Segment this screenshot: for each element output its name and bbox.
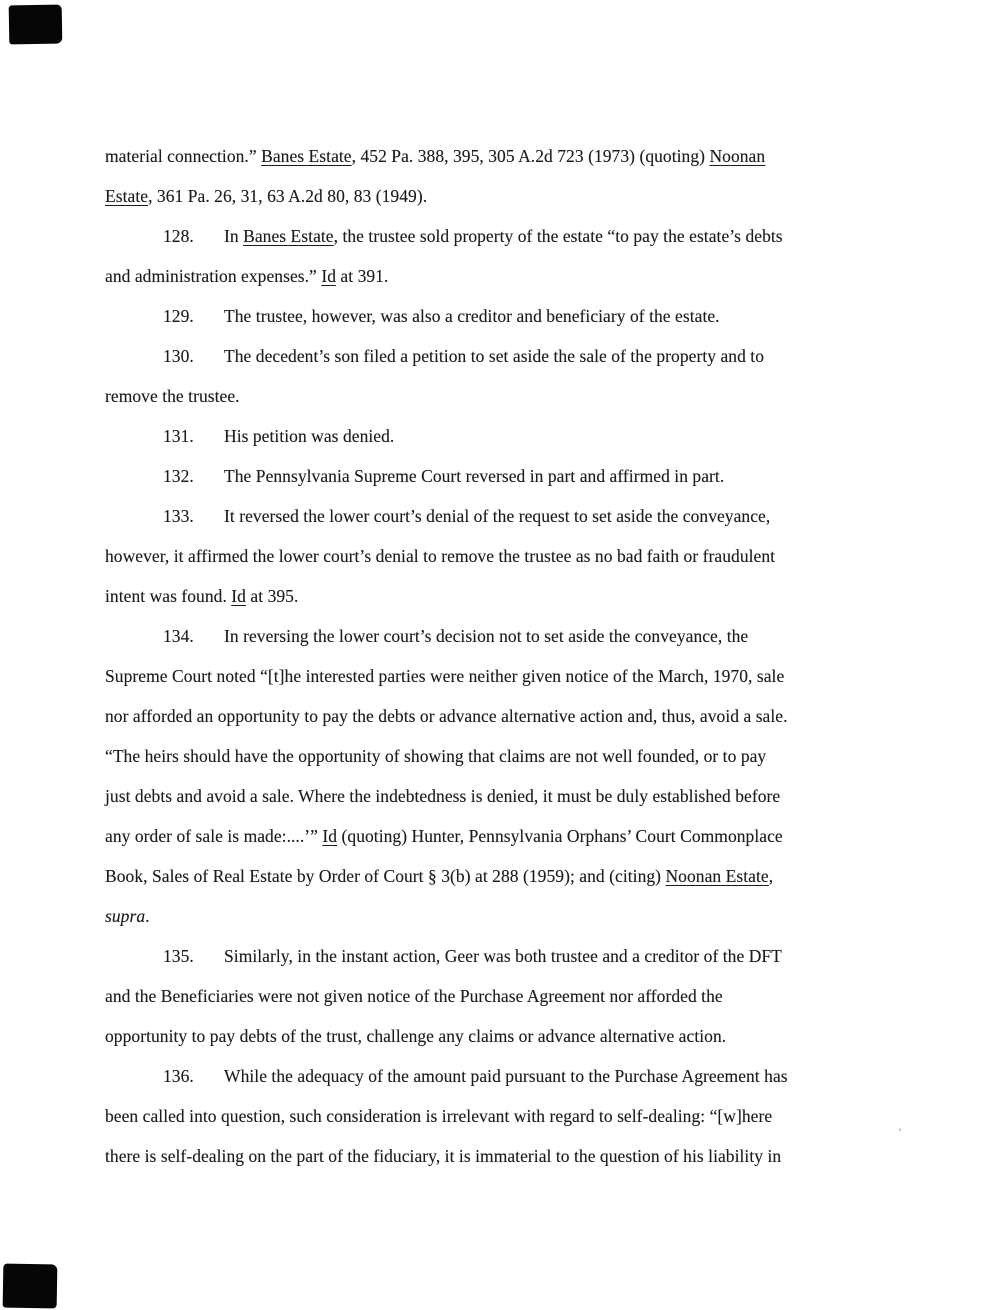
document-line [105, 256, 895, 296]
document-line [105, 736, 895, 776]
text-run: His petition was denied. [224, 426, 395, 446]
paragraph-number: 133. [163, 506, 194, 526]
document-line [105, 776, 895, 816]
paragraph-number: 130. [163, 346, 194, 366]
text-run: , 452 Pa. 388, 395, 305 A.2d 723 (1973) (quoting) [351, 146, 710, 166]
document-line [105, 616, 895, 656]
underlined-citation: Id [231, 586, 246, 606]
document-text-block [105, 136, 895, 1176]
underlined-citation: Estate [105, 186, 149, 206]
paragraph-number: 132. [163, 466, 194, 486]
document-line [105, 936, 895, 976]
text-run: there is self-dealing on the part of the fiduciary, it is immaterial to the question of his liability in [105, 1146, 782, 1166]
text-run: , [768, 866, 774, 886]
text-run: just debts and avoid a sale. Where the indebtedness is denied, it must be duly established before [105, 786, 781, 806]
text-run: While the adequacy of the amount paid pursuant to the Purchase Agreement has [224, 1066, 788, 1086]
document-line [105, 1096, 895, 1136]
underlined-citation: Banes Estate [261, 146, 352, 166]
document-line [105, 656, 895, 696]
text-run: “The heirs should have the opportunity of showing that claims are not well founded, or to pay [105, 746, 767, 766]
document-line [105, 896, 895, 936]
text-run: however, it affirmed the lower court’s denial to remove the trustee as no bad faith or fraudulent [105, 546, 776, 566]
paragraph-number: 131. [163, 426, 194, 446]
document-line [105, 696, 895, 736]
scan-speck: ’ [898, 1125, 902, 1139]
underlined-citation: Banes Estate [243, 226, 334, 246]
text-run: Similarly, in the instant action, Geer was both trustee and a creditor of the DFT [224, 946, 782, 966]
document-line [105, 376, 895, 416]
paragraph-number: 134. [163, 626, 194, 646]
text-run: , the trustee sold property of the estate “to pay the estate’s debts [333, 226, 783, 246]
text-run: Book, Sales of Real Estate by Order of Court § 3(b) at 288 (1959); and (citing) [105, 866, 666, 886]
text-run: It reversed the lower court’s denial of the request to set aside the conveyance, [224, 506, 771, 526]
text-run: The trustee, however, was also a creditor and beneficiary of the estate. [224, 306, 720, 326]
text-run: intent was found. [105, 586, 232, 606]
text-run: material connection.” [105, 146, 262, 166]
text-run: nor afforded an opportunity to pay the debts or advance alternative action and, thus, avoid a sale. [105, 706, 788, 726]
text-run: The Pennsylvania Supreme Court reversed in part and affirmed in part. [224, 466, 725, 486]
text-run: (quoting) Hunter, Pennsylvania Orphans’ Court Commonplace [337, 826, 783, 846]
scan-artifact-bottom-left [3, 1264, 58, 1309]
document-line [105, 576, 895, 616]
document-line [105, 456, 895, 496]
text-run: In reversing the lower court’s decision not to set aside the conveyance, the [224, 626, 749, 646]
paragraph-number: 135. [163, 946, 194, 966]
document-line [105, 416, 895, 456]
text-run: remove the trustee. [105, 386, 240, 406]
text-run: . [145, 906, 150, 926]
text-run: and administration expenses.” [105, 266, 322, 286]
text-run: been called into question, such consideration is irrelevant with regard to self-dealing: “[w]here [105, 1106, 773, 1126]
text-run: , 361 Pa. 26, 31, 63 A.2d 80, 83 (1949). [148, 186, 428, 206]
text-run: and the Beneficiaries were not given notice of the Purchase Agreement nor afforded the [105, 986, 723, 1006]
document-line [105, 976, 895, 1016]
text-run: In [224, 226, 244, 246]
italic-text: supra [105, 906, 146, 926]
document-line [105, 336, 895, 376]
document-line [105, 536, 895, 576]
underlined-citation: Noonan [709, 146, 766, 166]
text-run: at 391. [336, 266, 389, 286]
underlined-citation: Noonan Estate [665, 866, 769, 886]
paragraph-number: 128. [163, 226, 194, 246]
text-run: opportunity to pay debts of the trust, challenge any claims or advance alternative action. [105, 1026, 727, 1046]
text-run: at 395. [245, 586, 299, 606]
document-line [105, 216, 895, 256]
underlined-citation: Id [322, 826, 338, 846]
underlined-citation: Id [321, 266, 336, 286]
paragraph-number: 129. [163, 306, 194, 326]
document-line [105, 496, 895, 536]
document-line [105, 136, 895, 176]
document-line [105, 176, 895, 216]
scan-artifact-top-left [9, 5, 63, 45]
paragraph-number: 136. [163, 1066, 194, 1086]
text-run: Supreme Court noted “[t]he interested parties were neither given notice of the March, 1970, sale [105, 666, 785, 686]
document-line [105, 816, 895, 856]
document-line [105, 1136, 895, 1176]
document-line [105, 296, 895, 336]
document-line [105, 1056, 895, 1096]
text-run: any order of sale is made:....’” [105, 826, 323, 846]
text-run: The decedent’s son filed a petition to set aside the sale of the property and to [224, 346, 765, 366]
document-line [105, 856, 895, 896]
document-line [105, 1016, 895, 1056]
